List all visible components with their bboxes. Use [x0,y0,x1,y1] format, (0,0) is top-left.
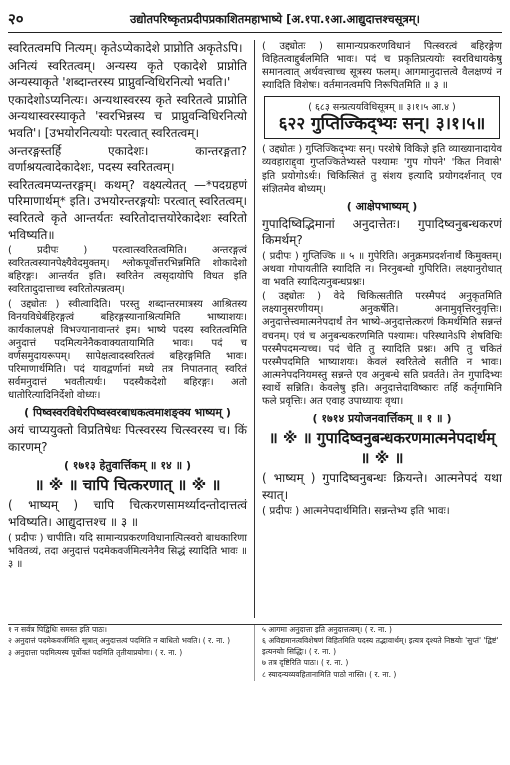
text-columns [8,40,502,618]
bhashya-paragraph: अनित्यं स्वरितत्वम्। अन्यस्य कृते एकादेशे प्राप्नोति अन्यस्याकृते 'शब्दान्तरस्य प्राप्नुवन्विधिरनित्यो भवति।' [8,58,247,90]
pradipa-commentary: ( प्रदीपः ) आत्मनेपदार्थमिति। सन्नन्तेभ्य इति भावः। [262,505,450,518]
pradipa-commentary: ( प्रदीपः ) परत्वात्स्वरितत्वमिति। अन्तरङ्गत्वं स्वरितत्वस्यानपेक्ष्यैवेदमुक्तम्। श्लोकपूर्वोत्तरभिन्नमिति शोकादेशो बहिरङ्गः। आन्तर्यत इति। स्वरितेन त्वसृदायोपि विधत इति स्वरितादुदात्ताच्च स्वरितोत्पन्नत्वम्। [8,245,247,296]
running-title: उद्योतपरिष्कृतप्रदीपप्रकाशितमहाभाष्ये [अ.१पा.१आ.आद्युदात्तश्चसूत्रम्। [129,11,421,26]
bhashya-paragraph: ( भाष्यम् ) चापि चित्करणसामर्थ्यादन्तोदात्तत्वं भविष्यति। आद्युदात्तश्च ॥ ३ ॥ [8,498,247,530]
footnote: ६ अविद्यमानत्वविशेषणं विहितमिति पदस्य तद्भावार्थम्। इत्यत्र दृश्यते निष्ठयोः 'सुप्तं' 'द्विष्टं' इत्यनयोः सिद्धिः। ( र. ना. ) [262,636,499,656]
vartika-label: ( १७१३ हेतुवार्त्तिकम् ॥ १४ ॥ ) [63,459,192,473]
footnote: १ न सर्वत्र पिद्विधिः समस्त इति पाठः। [8,625,108,634]
footnote: ८ स्यादन्यव्यवहितानामिति पाठो नास्ति। ( र. ना. ) [262,669,397,679]
uddyota-commentary: ( उद्द्योतः ) वेदे चिकित्सतीति परस्मैपदं अनुकृतमिति लक्ष्यानुसरणीयम्। अनुकर्षेति। अनामुवृत्तिरनुवृत्तिः। अनुदात्तेत्त्वमात्मनेपदार्थं तेन भाष्ये-अनुदात्तेत्करणं किमर्थमिति सन्नन्तं वचनम्। एवं च अनुबन्धकरणमिति पश्यामः। परिस्थानेऽपि शेषविधिः परस्मैपदमन्यच्च। पदं चेति तु स्यादिति प्रश्नः। अपि तु चकितं परस्मैपदमिति भाष्याशयः। केवलं स्वरितेत्वे सतीति न भावः। आत्मनेपदनियमस्तु सन्नन्ते एव अनुबन्धे सति प्रवर्तते। तेन गुपादिभ्यः स्वार्थे सन्निति। केवलेषु इति। अनुदात्तेदाविष्कारः तर्हि कर्तृगामिनि फले प्रवृत्तिः। अत एवाह उपाध्यायः वृथा। [262,291,502,407]
akshepa-line: गुपादिष्विद्भिमानां अनुदात्तेतः। गुपादिष्वनुबन्धकरणं किमर्थम्? [262,216,502,248]
bhashya-paragraph: अन्तरङ्गस्तर्हि एकादेशः। कान्तरङ्गता? वर्णाश्रयत्वादेकादेशः, पदस्य स्वरितत्वम्। [8,143,247,175]
footnote: २ अनुदात्तं पदमेकवर्जमिति सूत्रात् अनुदात्तत्वं पदमिति न बाधितो भवति। ( र. ना. ) [8,636,231,646]
sutra-number: ( ६८३ सन्प्रत्ययविधिसूत्रम् ॥ ३।१।५ आ.४ ) [308,102,456,114]
uddyota-commentary: ( उद्द्योतः ) स्वीत्वादिति। परस्तु शब्दान्तरमात्रस्य आश्रितस्य विनयविधेर्बहिरङ्गत्वं बहिरङ्गस्यानाश्रित्यमिति भाष्याशयः। कार्यकालपक्षे विभज्यानावान्तरं इम। भाष्ये पदस्य स्वरितत्वमिति अनुदात्तं पदमित्यनेनैकवाक्यतायामिति भावः। पदं च वर्णसमुदायरूपम्। सापेक्षत्वादस्वरितत्वं बहिरङ्गमिति भावः। परिमाणार्थमिति। पदं यावद्वर्णानां मध्ये तत्र निपातनात् स्वरितं सर्वमनुदात्तं भवतीत्यर्थः। पदस्यैकदेशो बहिरङ्गः। अतो धातोरित्यादिनिर्देशो वोध्यः। [8,298,247,402]
sutra-box [264,96,500,139]
sutra-text: ६२२ गुप्तिज्किद्भ्यः सन्। ३।१।५॥ [278,114,486,135]
page-header [8,6,502,33]
akshepa-heading: ( आक्षेपभाष्यम् ) [346,199,418,213]
uddyota-commentary: ( उद्द्योतः ) सामान्यप्रकरणविधानं पित्स्वरत्वं बहिरङ्गेण विहितत्वाद्दुर्बलमिति भावः। पदं च प्रकृतिप्रत्ययोः स्वरविधायकेषु समानत्वात् अर्थवत्त्वाच्च सूत्रस्य फलम्। आगमानुदात्तत्वे वैलक्षण्यं न स्यादिति विशेषः। वर्तमानत्वमपि निरूपितमिति ॥ ३ ॥ [262,41,502,92]
right-column [255,40,502,618]
footnote: ७ तत्र दृष्टिरिति पाठः। ( र. ना. ) [262,658,349,668]
bhashya-paragraph: ( भाष्यम् ) गुपादिष्वनुबन्धः क्रियन्ते। आत्मनेपदं यथा स्यात्। [262,471,502,502]
footnotes-left [8,625,255,681]
bhashya-paragraph: एकादेशोऽप्यनित्यः। अन्यथास्वरस्य कृते स्वरितत्वे प्राप्नोति अन्यथास्वरस्याकृते 'स्वरभिन्नस्य च प्राप्नुवन्विधिरनित्यो भवति'। [उभयोरनित्ययोः परत्वात् स्वरितत्वम्। [8,92,247,140]
bhashya-paragraph: स्वरितत्वमप्यन्तरङ्गम्। कथम्? वक्ष्यत्येतत् —*पदग्रहणं परिमाणार्थम्* इति। उभयोरन्तरङ्गयोः परत्वात् स्वरितत्वम्। स्वरितत्वे कृते आन्तर्यतः स्वरितोदात्तयोरेकादेशः स्वरितो भविष्यति॥ [8,177,247,242]
footnote: ५ आगमा अनुदात्ता इति अनुदात्तत्वम्। ( र. ना. ) [262,625,393,634]
left-column [8,40,255,618]
bhashya-heading: ( पिष्वस्वरविधेरपिष्वस्वरबाधकत्वमाशङ्क्य भाष्यम् ) [24,406,231,420]
prayojana-vartika: ॥ ※ ॥ गुपादिष्वनुबन्धकरणमात्मनेपदार्थम् ॥ ※ ॥ [268,429,496,468]
pradipa-commentary: ( प्रदीपः ) चापीति। यदि सामान्यप्रकरणविधानात्पित्स्वरो बाधकारिणा भवितव्यं, तदा अनुदात्तं पदमेकवर्जमित्यनेनैव सिद्धं स्यादिति भावः ॥ ३ ॥ [8,532,247,570]
pradipa-commentary: ( प्रदीपः ) गुप्तिज्कि ॥ ५ ॥ गुपेरिति। अनुक्रमप्रदर्शनार्थं किमुक्तम्। अथवा गोपायतीति स्यादिति न। निरनुबन्धो गुपिरिति। लक्ष्यानुरोधात् वा भवति स्यादित्यनुबन्धप्रश्नः। [262,250,502,289]
footnote: ३ अनुदात्ता पदमित्यस्य पूर्वोक्तं पदमिति तृतीयाप्रयोगः। ( र. ना. ) [8,647,183,657]
footnotes-right [255,625,502,681]
vartika-text: ॥ ※ ॥ चापि चित्करणात् ॥ ※ ॥ [34,476,221,495]
bhashya-line: अयं चाप्ययुक्तो विप्रतिषेधः पित्स्वरस्य चित्स्वरस्य च। किं कारणम्? [8,423,247,454]
footnotes [8,624,502,681]
prayojana-heading: ( १७१४ प्रयोजनवार्त्तिकम् ॥ १ ॥ ) [312,412,452,426]
uddyota-commentary: ( उद्द्योतः ) गुप्तिज्किद्भ्यः सन्। परशेषे विकिज्ञे इति व्याख्यानादायेव व्यवहाराद्द्वा गुप्तज्कितेभ्यस्ते पश्यामः 'गुप गोपने' 'कित निवासे' इति प्रयोगोऽर्थः। चिकित्सितं तु संशय इत्यादि प्रयोगदर्शनात् एव संज्ञितमेव बोध्यम्। [262,144,502,195]
page-number: २० [8,10,24,28]
bhashya-paragraph: स्वरितत्वमपि नित्यम्। कृतेऽप्येकादेशे प्राप्नोति अकृतेऽपि। [8,41,243,55]
